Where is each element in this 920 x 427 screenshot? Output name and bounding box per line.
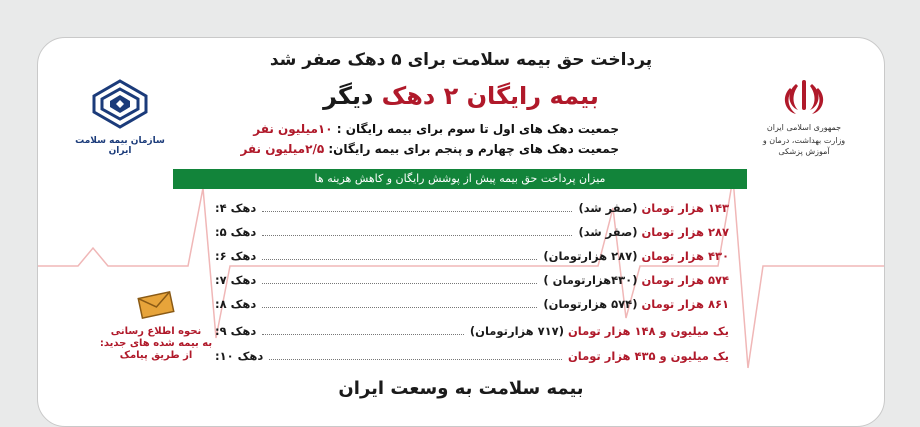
main-title-red: بیمه رایگان ۲ دهک (381, 82, 599, 110)
dotted-leader (269, 352, 562, 360)
amount-dark: (صفر شد) (578, 225, 642, 239)
health-insurance-logo (65, 78, 175, 156)
amount-red: ۸۶۱ هزار تومان (641, 297, 729, 311)
info-card (37, 37, 885, 427)
decile-label: دهک ۹: (215, 324, 257, 338)
amount-red: یک میلیون و ۱۴۸ هزار تومان (567, 324, 729, 338)
decile-amount (543, 273, 729, 287)
decile-label: دهک ۸: (215, 297, 257, 311)
envelope-icon (136, 289, 177, 322)
population-label: جمعیت دهک های چهارم و پنجم برای بیمه رایگان: (328, 142, 619, 156)
dotted-leader (262, 327, 464, 335)
decile-label: دهک ۴: (215, 201, 257, 215)
notify-line-2: به بیمه شده های جدید: (99, 338, 213, 349)
dotted-leader (262, 228, 572, 236)
decile-label: دهک ۵: (215, 225, 257, 239)
logo-caption: سازمان بیمه سلامت ایران (75, 136, 165, 156)
amount-red: یک میلیون و ۴۳۵ هزار تومان (567, 349, 729, 363)
amount-dark: (۷۱۷ هزارتومان) (469, 324, 568, 338)
iran-emblem-icon (782, 78, 826, 116)
decile-amount (578, 201, 729, 215)
ministry-caption-2: وزارت بهداشت، درمان و آموزش پزشکی (762, 136, 846, 156)
decile-row (209, 249, 729, 263)
headline: پرداخت حق بیمه سلامت برای ۵ دهک صفر شد (269, 50, 653, 70)
amount-red: ۲۸۷ هزار تومان (641, 225, 729, 239)
population-value: ۱۰میلیون نفر (253, 122, 333, 136)
decile-amount (543, 297, 729, 311)
population-line-1 (199, 122, 619, 136)
dotted-leader (262, 252, 537, 260)
decile-row (209, 349, 729, 363)
decile-label: دهک ۱۰: (215, 349, 264, 363)
population-value: ۲/۵میلیون نفر (240, 142, 325, 156)
info-banner: میزان پرداخت حق بیمه پیش از پوشش رایگان و کاهش هزینه ها (173, 169, 747, 189)
amount-dark: (۴۳۰هزارتومان ) (543, 273, 642, 287)
dotted-leader (262, 204, 572, 212)
decile-row (209, 225, 729, 239)
dotted-leader (262, 276, 537, 284)
amount-dark: (۵۷۴ هزارتومان) (543, 297, 642, 311)
footer-slogan: بیمه سلامت به وسعت ایران (338, 378, 584, 399)
ministry-logo (754, 78, 854, 157)
population-label: جمعیت دهک های اول تا سوم برای بیمه رایگان : (336, 122, 619, 136)
amount-dark: (صفر شد) (578, 201, 642, 215)
main-title-dark: دیگر (323, 82, 374, 110)
decile-row (209, 324, 729, 338)
decile-row (209, 201, 729, 215)
health-insurance-logo-icon (90, 78, 150, 130)
ministry-caption-1: جمهوری اسلامی ایران (766, 123, 842, 132)
decile-label: دهک ۷: (215, 273, 257, 287)
decile-amount (568, 349, 729, 363)
notify-line-3: از طریق پیامک (119, 350, 193, 361)
population-line-2 (199, 142, 619, 156)
decile-row (209, 297, 729, 311)
decile-amount (578, 225, 729, 239)
amount-red: ۴۳۰ هزار تومان (641, 249, 729, 263)
decile-amount (470, 324, 729, 338)
amount-red: ۱۴۳ هزار تومان (641, 201, 729, 215)
amount-dark: (۲۸۷ هزارتومان) (543, 249, 642, 263)
decile-row (209, 273, 729, 287)
dotted-leader (262, 300, 537, 308)
sms-notification-note (96, 292, 216, 362)
amount-red: ۵۷۴ هزار تومان (641, 273, 729, 287)
notify-line-1: نحوه اطلاع رسانی (110, 326, 202, 337)
decile-amount (543, 249, 729, 263)
decile-label: دهک ۶: (215, 249, 257, 263)
